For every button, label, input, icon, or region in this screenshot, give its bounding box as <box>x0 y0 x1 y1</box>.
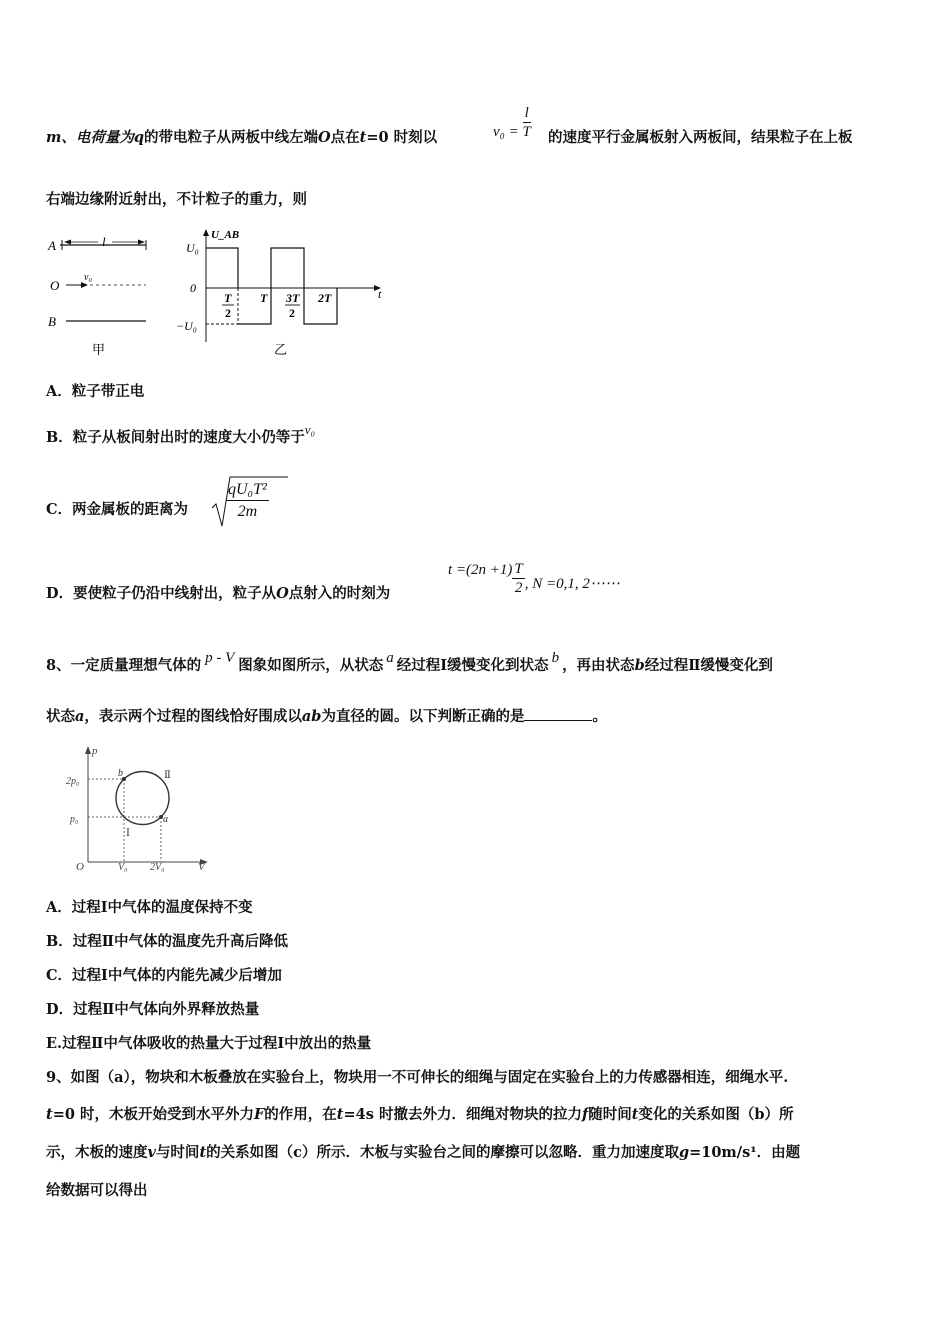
process-i-label: Ⅰ <box>126 828 130 839</box>
q8-stem-line1: 8、一定质量理想气体的 p - V 图象如图所示，从状态 a 经过程Ⅰ缓慢变化到状态 b ，再由状态b经过程Ⅱ缓慢变化到 <box>46 650 773 674</box>
q8-option-d: D．过程Ⅱ中气体向外界释放热量 <box>46 1001 260 1018</box>
q7-mass-symbol: m、电荷量为 <box>46 129 134 146</box>
q7-option-c: C．两金属板的距离为 <box>46 501 189 518</box>
tick-v0: V₀ <box>118 862 128 872</box>
plate-a-label: A <box>48 238 56 253</box>
q9-stem-line2: t=0 时，木板开始受到水平外力F的作用，在t=4s 时撤去外力．细绳对物块的拉力f随时间t变化的关系如图（b）所 <box>46 1106 794 1123</box>
tick-p0: p₀ <box>70 814 79 825</box>
q9-stem-line3: 示，木板的速度v与时间t的关系如图（c）所示．木板与实验台之间的摩擦可以忽略．重力加速度取g=10m/s¹．由题 <box>46 1144 801 1161</box>
tick-2p0: 2p₀ <box>66 776 80 787</box>
neg-u0-tick-label: −U₀ <box>176 319 197 333</box>
tick-2t: 2T <box>318 291 332 305</box>
point-a-label: a <box>163 814 168 825</box>
tick-t-half-num: T <box>224 291 232 305</box>
figure-jia-caption: 甲 <box>92 342 106 357</box>
origin-label: O <box>76 861 84 872</box>
q8-option-b: B．过程Ⅱ中气体的温度先升高后降低 <box>46 933 288 950</box>
q7-v0-formula: v₀ = $\frac{l}{T}$ <box>493 105 531 140</box>
tick-t: T <box>260 291 268 305</box>
figure-yi-caption: 乙 <box>274 342 288 357</box>
square-wave-negative-1 <box>238 248 337 324</box>
q8-stem-line2: 状态a，表示两个过程的图线恰好围成以ab为直径的圆。以下判断正确的是 。 <box>46 708 607 725</box>
q8-option-e: E.过程Ⅱ中气体吸收的热量大于过程Ⅰ中放出的热量 <box>46 1035 372 1052</box>
tick-2v0: 2V₀ <box>150 862 165 872</box>
y-axis-label: U_AB <box>211 229 240 241</box>
process-ii-label: Ⅱ <box>164 770 171 781</box>
q7-option-d: D．要使粒子仍沿中线射出，粒子从O点射入的时刻为 <box>46 585 391 602</box>
p-axis-label: p <box>92 745 98 757</box>
length-l-label: l <box>102 234 106 249</box>
square-wave-positive-1 <box>206 248 238 288</box>
q8-pv-graph <box>66 742 216 872</box>
q7-stem-line1-end: 的速度平行金属板射入两板间，结果粒子在上板 <box>548 129 853 146</box>
tick-3t-half-num: 3T <box>286 291 300 305</box>
zero-label: 0 <box>190 281 196 295</box>
q7-option-a: A．粒子带正电 <box>46 383 145 400</box>
q7-stem-line2: 右端边缘附近射出，不计粒子的重力，则 <box>46 191 307 208</box>
tick-3t-half-den: 2 <box>289 306 295 320</box>
point-b-label: b <box>118 768 123 779</box>
q7-option-d-formula: t =(2n +1) $\frac{T}{2}$ , N =0,1, 2⋯⋯ <box>448 561 620 596</box>
q9-stem-line1: 9、如图（a），物块和木板叠放在实验台上，物块用一不可伸长的细绳与固定在实验台上的力传感器相连，细绳水平. <box>46 1069 789 1086</box>
v-axis-label: V <box>198 861 205 872</box>
t-axis-label: t <box>378 287 382 301</box>
q7-figure-yi <box>176 224 391 358</box>
origin-o-label: O <box>50 278 60 293</box>
q8-option-c: C．过程Ⅰ中气体的内能先减少后增加 <box>46 967 282 984</box>
answer-blank[interactable] <box>524 706 592 721</box>
tick-t-half-den: 2 <box>225 306 231 320</box>
q7-figure-jia <box>46 230 166 358</box>
q8-option-a: A．过程Ⅰ中气体的温度保持不变 <box>46 899 253 916</box>
velocity-v0-label: v₀ <box>84 272 92 283</box>
plate-b-label: B <box>48 314 56 329</box>
q7-stem-line1: m、电荷量为q的带电粒子从两板中线左端O点在t=0 时刻以 <box>46 129 438 146</box>
q9-stem-line4: 给数据可以得出 <box>46 1182 148 1199</box>
u0-tick-label: U₀ <box>186 241 199 255</box>
q7-option-b: B．粒子从板间射出时的速度大小仍等于v₀ <box>46 422 316 446</box>
